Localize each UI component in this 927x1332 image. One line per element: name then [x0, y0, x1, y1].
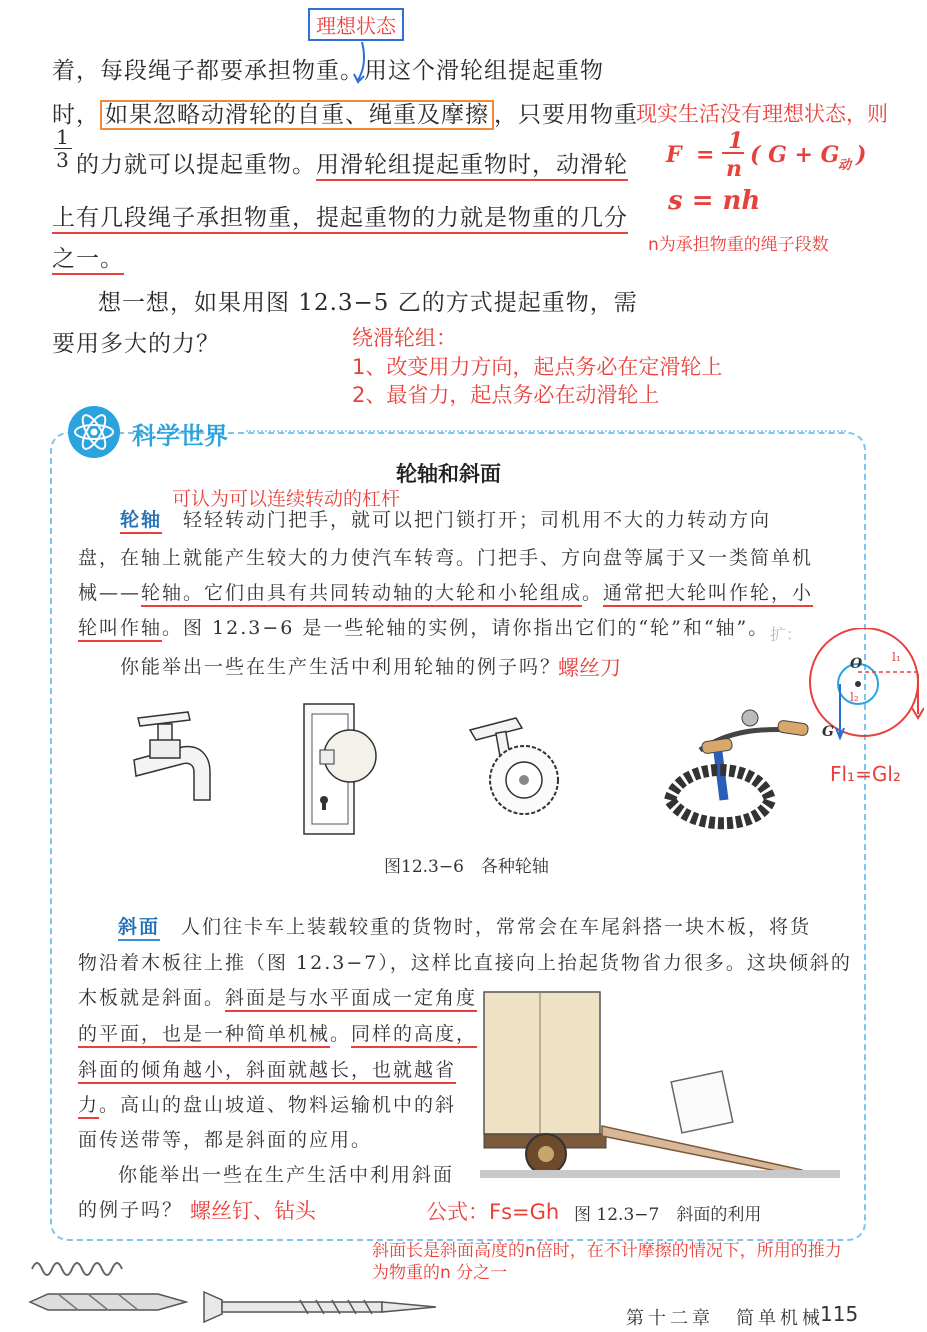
axle-answer: 螺丝刀 — [558, 656, 621, 680]
incline-line-6: 力。高山的盘山坡道、物料运输机中的斜 — [78, 1090, 456, 1117]
axle-line-3: 械——轮轴。它们由具有共同转动轴的大轮和小轮组成。通常把大轮叫作轮，小 — [78, 578, 813, 605]
incline-answer: 螺丝钉、钻头 — [190, 1199, 316, 1223]
figure-7-caption: 图 12.3−7 斜面的利用 — [574, 1205, 762, 1225]
expand-note: 扩： — [770, 625, 803, 644]
ideal-state-annotation: 理想状态 — [308, 8, 404, 41]
drill-bit-illustration — [28, 1290, 188, 1314]
screw-illustration — [200, 1290, 440, 1324]
incline-line-5: 斜面的倾角越小，斜面就越长，也就越省 — [78, 1055, 456, 1082]
reality-note: 现实生活没有理想状态，则 — [636, 102, 888, 126]
work-formula-note: 公式：Fs=Gh — [426, 1200, 560, 1224]
incline-question-1: 你能举出一些在生产生活中利用斜面 — [118, 1164, 455, 1186]
winding-item-1: 1、改变用力方向，起点务必在定滑轮上 — [352, 355, 723, 379]
text-line: 上有几段绳子承担物重，提起重物的力就是物重的几分 — [52, 199, 628, 232]
truck-ramp-illustration — [480, 986, 840, 1186]
incline-ratio-note-2: 为物重的n 分之一 — [372, 1263, 508, 1283]
incline-line-7: 面传送带等，都是斜面的应用。 — [78, 1129, 373, 1151]
think-question-cont: 要用多大的力？ — [52, 331, 220, 357]
doorknob-illustration — [300, 700, 390, 840]
atom-icon — [64, 404, 124, 460]
incline-line-3: 木板就是斜面。斜面是与水平面成一定角度 — [78, 983, 477, 1010]
distance-formula: s = nh — [668, 186, 761, 216]
axle-question: 你能举出一些在生产生活中利用轮轴的例子吗？ — [120, 656, 562, 678]
lever-equation: Fl₁=Gl₂ — [830, 762, 901, 786]
bicycle-handlebar-illustration — [650, 700, 820, 840]
axle-note: 可认为可以连续转动的杠杆 — [172, 488, 401, 510]
incline-line-4: 的平面，也是一种简单机械。同样的高度， — [78, 1019, 477, 1046]
spring-illustration — [30, 1256, 130, 1282]
incline-question-2: 的例子吗？ — [78, 1199, 184, 1221]
l1-label: l₁ — [892, 650, 901, 664]
page-number: 115 — [820, 1302, 859, 1326]
axle-line-4: 轮叫作轴。图 12.3−6 是一些轮轴的实例，请你指出它们的“轮”和“轴”。 — [78, 613, 769, 640]
section-heading: 轮轴和斜面 — [396, 462, 501, 486]
faucet-illustration — [128, 700, 218, 810]
incline-line-1: 斜面 人们往卡车上装载较重的货物时，常常会在车尾斜搭一块木板，将货 — [118, 912, 811, 939]
science-world-label: 科学世界 — [132, 422, 228, 450]
text-line: 的力就可以提起重物。用滑轮组提起重物时，动滑轮 — [76, 146, 628, 179]
text-line: 之一。 — [52, 240, 124, 273]
winding-title: 绕滑轮组： — [352, 326, 457, 350]
wheel-axle-diagram — [802, 628, 924, 748]
text-line: 时， 如果忽略动滑轮的自重、绳重及摩擦 ，只要用物重 — [52, 102, 638, 128]
text-line: 着，每段绳子都要承担物重。用这个滑轮组提起重物 — [52, 58, 604, 84]
science-title-dots — [246, 430, 846, 432]
incline-line-2: 物沿着木板往上推（图 12.3−7），这样比直接向上抬起货物省力很多。这块倾斜的 — [78, 952, 852, 974]
winding-item-2: 2、最省力，起点务必在动滑轮上 — [352, 383, 660, 407]
n-note: n为承担物重的绳子段数 — [648, 235, 829, 255]
gravity-label: G — [822, 724, 834, 740]
l2-label: l₂ — [850, 690, 859, 704]
fraction-one-third: 1 3 — [54, 126, 72, 171]
chapter-footer: 第十二章 简单机械 — [626, 1308, 824, 1329]
incline-ratio-note-1: 斜面长是斜面高度的n倍时，在不计摩擦的情况下，所用的推力 — [372, 1241, 842, 1261]
axle-line-2: 盘，在轴上就能产生较大的力使汽车转弯。门把手、方向盘等属于又一类简单机 — [78, 547, 814, 569]
axle-line-1: 轮轴 轻轻转动门把手，就可以把门锁打开；司机用不大的力转动方向 — [120, 505, 771, 532]
ideal-condition-box: 如果忽略动滑轮的自重、绳重及摩擦 — [100, 100, 494, 130]
think-question: 想一想，如果用图 12.3−5 乙的方式提起重物，需 — [98, 290, 638, 316]
figure-6-caption: 图12.3−6 各种轮轴 — [384, 857, 549, 877]
pedal-crank-illustration — [460, 700, 580, 820]
pivot-label: O — [850, 656, 863, 672]
